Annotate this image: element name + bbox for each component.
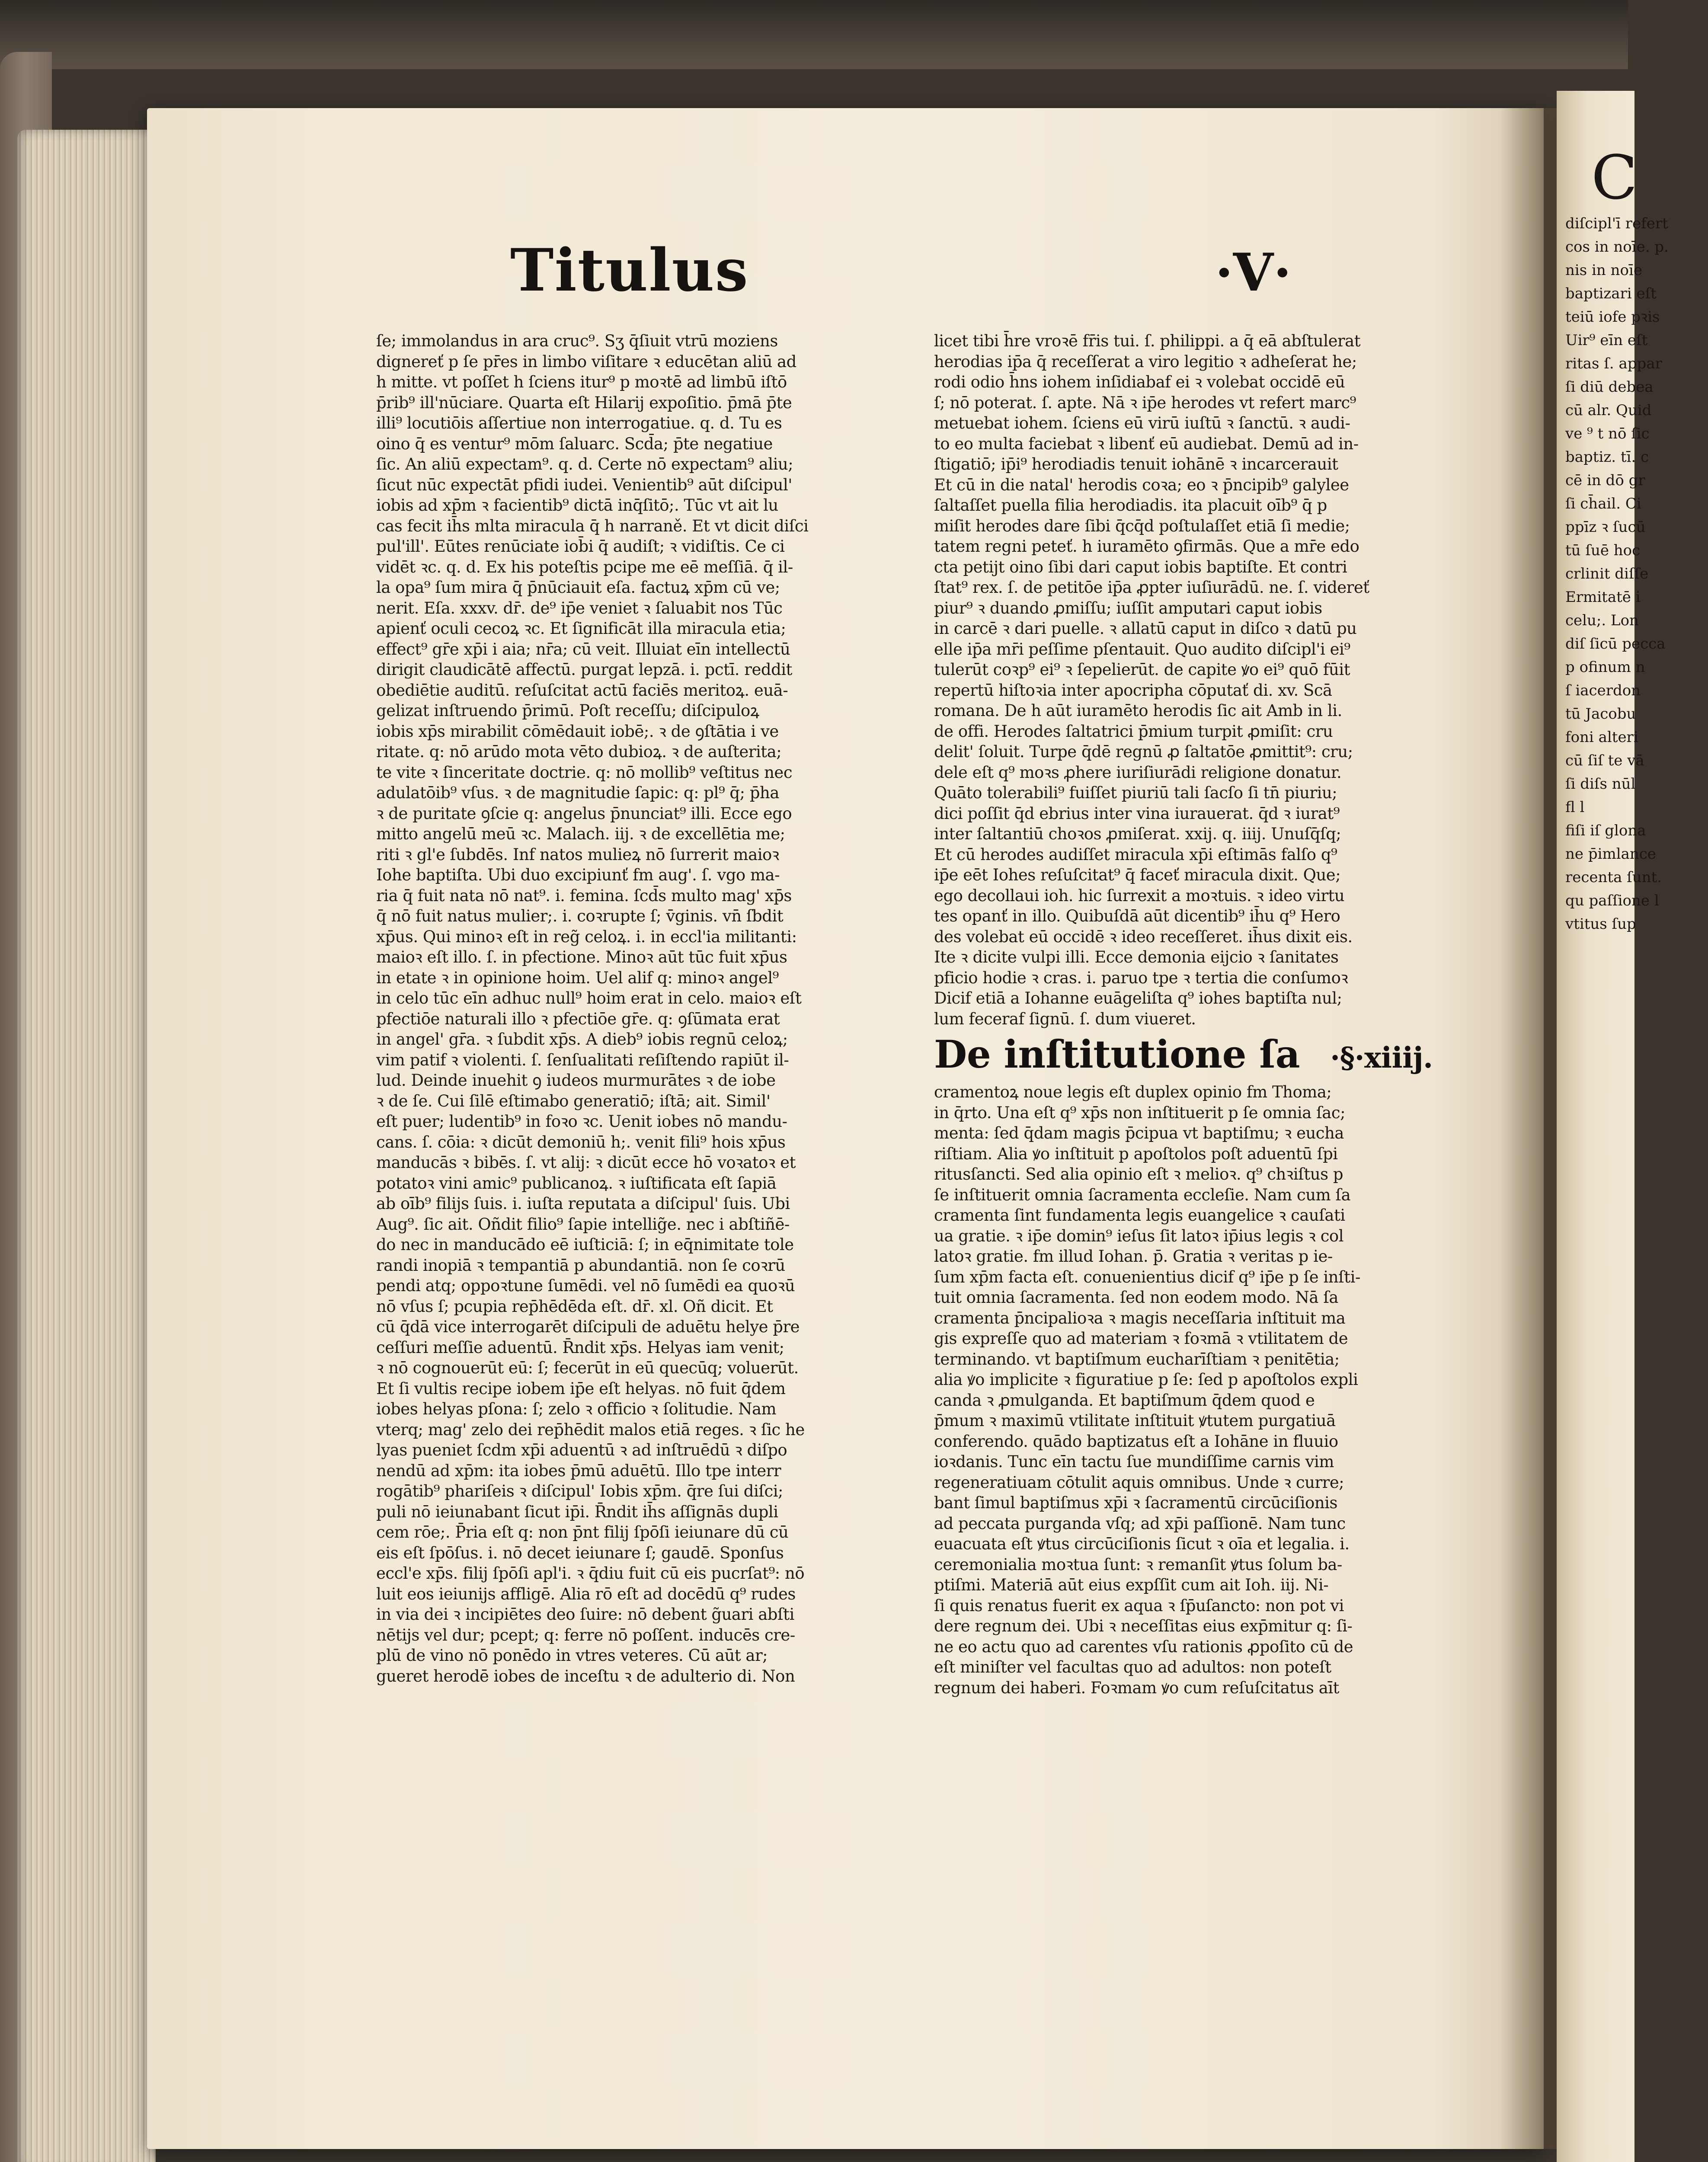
text-line: latoꝛ gratie. fm illud Iohan. p̄. Gratia ꝛ veritas p ie-	[934, 1247, 1333, 1266]
text-line: vim patif ꝛ violenti. ſ. ſenſualitati reſiſtendo rapiūt il-	[376, 1050, 789, 1069]
fragment-line: ſi diū debea	[1565, 378, 1654, 396]
text-line: menta: ſed q̄dam magis p̄cipua vt baptiſmu; ꝛ eucha	[934, 1124, 1344, 1142]
text-line: inter ſaltantiū choꝛos ꝓmiſerat. xxij. q. iiij. Unuſq̄ſq;	[934, 825, 1341, 843]
text-line: ip̄e eēt Iohes reſuſcitat⁹ q̄ faceť miracula dixit. Que;	[934, 866, 1341, 884]
fragment-line: p ofinum n	[1565, 659, 1645, 676]
text-line: euacuata eſt ꝟtus circūciſionis ſicut ꝛ oīa et legalia. i.	[934, 1535, 1350, 1553]
text-line: manducās ꝛ bibēs. ſ. vt alij: ꝛ dicūt ecce hō voꝛatoꝛ et	[376, 1153, 796, 1172]
right-page-text	[1565, 212, 1708, 936]
text-line: alia ꝟo implicite ꝛ figuratiue p ſe: ſed p apoſtolos expli	[934, 1370, 1358, 1389]
text-line: ſum xp̄m facta eſt. conuenientius dicif q⁹ ip̄e p ſe inſti-	[934, 1267, 1360, 1286]
section-number: ·§·xiiij.	[1330, 1041, 1433, 1075]
text-line: ſtat⁹ rex. ſ. de petitōe ip̄a ꝓpter iuſiurādū. ne. ſ. videreť	[934, 578, 1369, 597]
fragment-line: tū ſuē hoc	[1565, 542, 1641, 559]
text-line: terminando. vt baptiſmum eucharīſtiam ꝛ penitētia;	[934, 1350, 1340, 1369]
text-line: ſic. An aliū expectam⁹. q. d. Certe nō expectam⁹ aliu;	[376, 455, 793, 473]
text-line: dele eſt q⁹ moꝛs ꝓhere iuriſiurādi religione donatur.	[934, 763, 1342, 782]
text-line: iobes helyas pſona: ſ; zelo ꝛ officio ꝛ ſolitudie. Nam	[376, 1400, 777, 1418]
text-line: cramenta ſint fundamenta legis euangelice ꝛ cauſati	[934, 1206, 1345, 1225]
text-line: licet tibi h̄re vroꝛē fr̄is tui. ſ. philippi. a q̄ eā abſtulerat	[934, 332, 1361, 350]
text-line: piur⁹ ꝛ duando ꝓmiſſu; iuſſit amputari caput iobis	[934, 598, 1322, 617]
text-line: pul'ill'. Eūtes renūciate iob̄i q̄ audiſt; ꝛ vidiſtis. Ce ci	[376, 537, 785, 556]
text-line: eccl'e xp̄s. filij ſpōſi apl'i. ꝛ q̄diu fuit cū eis pucrſat⁹: nō	[376, 1564, 805, 1583]
text-line: de offi. Herodes ſaltatrici p̄mium turpit ꝓmiſit: cru	[934, 722, 1333, 741]
right-page-head: C	[1591, 143, 1638, 213]
text-line: cas fecit ih̄s mlta miracula q̄ h narraně. Et vt dicit diſci	[376, 516, 809, 535]
text-line: herodias ip̄a q̄ receſſerat a viro legitio ꝛ adheſerat he;	[934, 352, 1357, 371]
fragment-line: celu;. Lon	[1565, 612, 1639, 629]
text-line: nendū ad xp̄m: ita iobes p̄mū aduētū. Illo tpe interr	[376, 1461, 781, 1480]
text-line: xp̄us. Qui minoꝛ eſt in reg̃ celoꝝ. i. in eccl'ia militanti:	[376, 927, 797, 946]
text-line: potatoꝛ vini amic⁹ publicanoꝝ. ꝛ iuſtificata eſt ſapiā	[376, 1174, 777, 1193]
text-line: ptiſmi. Materiā aūt eius expſſit cum ait Ioh. iij. Ni-	[934, 1576, 1329, 1594]
fragment-line: baptizari eſt	[1565, 285, 1657, 302]
right-page-fragment	[1557, 91, 1669, 2162]
fragment-line: foni alteri	[1565, 729, 1638, 746]
text-line: canda ꝛ ꝓmulganda. Et baptiſmum q̄dem quod e	[934, 1391, 1315, 1410]
text-column-left	[376, 331, 934, 1686]
fragment-line: vtitus ſup	[1565, 915, 1636, 933]
text-line: effect⁹ gr̄e xp̄i i aia; nr̄a; cū veit. Illuiat eīn intellectū	[376, 640, 790, 659]
text-line: gelizat inſtruendo p̄rimū. Poſt receſſu; diſcipuloꝝ	[376, 701, 759, 720]
fragment-line: ve ⁹ t nō ſic	[1565, 425, 1650, 442]
fragment-line: cū ſiſ te vā	[1565, 752, 1644, 769]
text-line: iobis ad xp̄m ꝛ facientib⁹ dictā inq̄ſitō;. Tūc vt ait lu	[376, 496, 778, 515]
text-line: ad peccata purganda vſq; ad xp̄i paſſionē. Nam tunc	[934, 1514, 1346, 1533]
text-line: ritusſancti. Sed alia opinio eſt ꝛ melioꝛ. q⁹ chꝛiſtus p	[934, 1165, 1343, 1183]
running-title-number: ·V·	[1215, 242, 1292, 303]
text-line: te vite ꝛ ſinceritate doctrie. q: nō mollib⁹ veſtitus nec	[376, 763, 793, 782]
text-line: tuit omnia ſacramenta. ſed non eodem modo. Nā ſa	[934, 1288, 1338, 1307]
text-line: Ite ꝛ dicite vulpi illi. Ecce demonia eijcio ꝛ ſanitates	[934, 948, 1339, 966]
text-line: riſtiam. Alia ꝟo inſtituit p apoſtolos poſt aduentū ſpi	[934, 1144, 1338, 1163]
text-line: q̄ nō fuit natus mulier;. i. coꝛrupte ſ; v̄ginis. vn̄ ſbdit	[376, 907, 784, 925]
text-line: pendi atq; oppoꝛtune ſumēdi. vel nō ſumēdi ea quoꝛū	[376, 1276, 795, 1295]
text-line: gueret herodē iobes de inceſtu ꝛ de adulterio di. Non	[376, 1666, 795, 1685]
fragment-line: baptiz. tī. c	[1565, 448, 1649, 466]
text-line: to eo multa faciebat ꝛ libenť eū audiebat. Demū ad in-	[934, 434, 1359, 453]
text-line: ria q̄ fuit nata nō nat⁹. i. femina. ſcd̄s multo mag' xp̄s	[376, 886, 792, 905]
text-line: delit' ſoluit. Turpe q̄dē regnū ꝓ ſaltatōe ꝓmittit⁹: cru;	[934, 742, 1353, 761]
text-line: do nec in manducādo eē iuſticiā: ſ; in eq̄nimitate tole	[376, 1235, 794, 1254]
fragment-line: Uir⁹ eīn eſt	[1565, 332, 1648, 349]
text-line: cem rōe;. P̄ria eſt q: non p̄nt filij ſpōſi ieiunare dū cū	[376, 1523, 789, 1542]
text-line: bant ſimul baptiſmus xp̄i ꝛ ſacramentū circūciſionis	[934, 1494, 1337, 1512]
text-line: randi inopiā ꝛ tempantiā p abundantiā. non ſe coꝛrū	[376, 1256, 785, 1275]
text-line: puli nō ieiunabant ſicut ip̄i. R̄ndit ih̄s aſſignās dupli	[376, 1502, 778, 1521]
text-line: ſe inſtituerit omnia ſacramenta eccleſie. Nam cum ſa	[934, 1185, 1351, 1204]
text-line: tes opanť in illo. Quibuſdā aūt dicentib⁹ ih̄u q⁹ Hero	[934, 907, 1340, 925]
background-shadow	[0, 0, 1628, 69]
fragment-line: ſi diſs nūl	[1565, 775, 1636, 793]
section-title: De inſtitutione ſa	[934, 1032, 1300, 1077]
text-line: adulatōib⁹ vſus. ꝛ de magnitudie ſapic: q: pl⁹ q̄; p̄ha	[376, 784, 779, 802]
text-line: eſt puer; ludentib⁹ in foꝛo ꝛc. Uenit iobes nō mandu-	[376, 1112, 787, 1131]
text-line: lyas pueniet ſcdm xp̄i aduentū ꝛ ad inſtruēdū ꝛ diſpo	[376, 1441, 787, 1459]
fragment-line: ne p̄imlance	[1565, 845, 1656, 863]
fragment-line: ſ iacerdon	[1565, 682, 1641, 699]
text-line: p̄mum ꝛ maximū vtilitate inſtituit ꝟtutem purgatiuā	[934, 1411, 1336, 1430]
text-line: ſe; immolandus in ara cruc⁹. Sʒ q̄ſiuit vtrū moziens	[376, 332, 778, 350]
text-line: ritate. q: nō arūdo mota vēto dubioꝝ. ꝛ de auſterita;	[376, 742, 782, 761]
text-line: in etate ꝛ in opinione hoim. Uel alif q: minoꝛ angel⁹	[376, 968, 779, 987]
text-line: eis eſt ſpōſus. i. nō decet ieiunare ſ; gaudē. Sponſus	[376, 1543, 784, 1562]
text-line: dirigit claudicātē affectū. purgat lepzā. i. pctī. reddit	[376, 660, 792, 679]
text-line: conferendo. quādo baptizatus eſt a Iohāne in fluuio	[934, 1432, 1338, 1451]
text-line: rogātib⁹ phariſeis ꝛ diſcipul' Iobis xp̄m. q̄re ſui diſci;	[376, 1482, 784, 1500]
text-line: tulerūt coꝛp⁹ ei⁹ ꝛ ſepelierūt. de capite ꝟo ei⁹ quō fūit	[934, 660, 1350, 679]
text-line: plū de vino nō ponēdo in vtres veteres. Cū aūt ar;	[376, 1646, 768, 1665]
section-heading	[934, 1032, 1492, 1080]
text-line: dere regnum dei. Ubi ꝛ neceſſitas eius exp̄mitur q: ſi-	[934, 1617, 1353, 1635]
text-line: miſit herodes dare ſibi q̄cq̄d poſtulaſſet etiā ſi medie;	[934, 516, 1350, 535]
text-line: in q̄rto. Una eſt q⁹ xp̄s non inſtituerit p ſe omnia ſac;	[934, 1103, 1346, 1122]
fragment-line: cē in dō gr	[1565, 472, 1645, 489]
text-line: illi⁹ locutiōis aſſertiue non interrogatiue. q. d. Tu es	[376, 414, 782, 432]
fragment-line: diſ ſicū pecca	[1565, 635, 1666, 652]
text-line: riti ꝛ gl'e ſubdēs. Inf natos mulieꝝ nō ſurrerit maioꝛ	[376, 845, 779, 864]
fragment-line: recenta ſunt.	[1565, 869, 1662, 886]
fragment-line: tū Jacobu	[1565, 705, 1636, 723]
text-line: pfectiōe naturali illo ꝛ pfectiōe gr̄e. q: ꝯſūmata erat	[376, 1009, 780, 1028]
text-line: la opa⁹ ſum mira q̄ p̄nūciauit eſa. factuꝝ xp̄m cū ve;	[376, 578, 780, 597]
text-line: rodi odio h̄ns iohem inſidiabaf ei ꝛ volebat occidē eū	[934, 373, 1345, 391]
text-line: lum feceraf ſignū. ſ. dum viueret.	[934, 1009, 1196, 1028]
text-line: ceremonialia moꝛtua ſunt: ꝛ remanſit ꝟtus ſolum ba-	[934, 1555, 1342, 1574]
text-line: ceſſuri meſſie aduentū. R̄ndit xp̄s. Helyas iam venit;	[376, 1338, 784, 1357]
fragment-line: diſcipl'ī refert	[1565, 215, 1668, 232]
text-line: Et cū herodes audiſſet miracula xp̄i eſtimās falſo q⁹	[934, 845, 1337, 864]
text-block-top	[934, 331, 1492, 1029]
running-title: Titulus	[510, 236, 749, 304]
text-line: regnum dei haberi. Foꝛmam ꝟo cum reſuſcitatus aīt	[934, 1678, 1339, 1697]
text-line: apienť oculi cecoꝝ ꝛc. Et ſignificāt illa miracula etia;	[376, 619, 786, 638]
fragment-line: nis in noīe	[1565, 262, 1642, 279]
text-line: vterq; mag' zelo dei rep̄hēdit malos etiā reges. ꝛ ſic he	[376, 1420, 805, 1439]
text-line: Et cū in die natal' herodis coꝛa; eo ꝛ p̄ncipib⁹ galylee	[934, 475, 1349, 494]
text-line: Et ſi vultis recipe iobem ip̄e eſt helyas. nō fuit q̄dem	[376, 1379, 786, 1398]
text-line: ioꝛdanis. Tunc eīn tactu ſue mundiſſime carnis vim	[934, 1452, 1334, 1471]
text-line: ab oīb⁹ filijs ſuis. i. iuſta reputata a diſcipul' ſuis. Ubi	[376, 1194, 790, 1213]
fragment-line: cos in noīe. p.	[1565, 238, 1669, 256]
fragment-line: fl l	[1565, 799, 1585, 816]
text-line: ne eo actu quo ad carentes vſu rationis ꝓpoſito cū de	[934, 1637, 1353, 1656]
text-line: nētijs vel dur; pcept; q: ferre nō poſſent. inducēs cre-	[376, 1625, 795, 1644]
text-line: ego decollaui ioh. hic ſurrexit a moꝛtuis. ꝛ ideo virtu	[934, 886, 1345, 905]
text-line: ua gratie. ꝛ ip̄e domin⁹ ieſus ſit latoꝛ ip̄ius legis ꝛ col	[934, 1226, 1344, 1245]
text-line: nō vſus ſ; pcupia rep̄hēdēda eſt. dr̄. xl. Oñ dicit. Et	[376, 1297, 773, 1316]
text-line: Aug⁹. ſic ait. Oñdit filio⁹ ſapie intellig̃e. nec i abſtiñē-	[376, 1215, 790, 1234]
fragment-line: teiū iofe pꝛis	[1565, 308, 1660, 326]
text-line: vidēt ꝛc. q. d. Ex his poteſtis pcipe me eē meſſiā. q̄ il-	[376, 557, 793, 576]
fragment-line: ritas ſ. appar	[1565, 355, 1662, 372]
text-line: cū q̄dā vice interrogarēt diſcipuli de aduētu helye p̄re	[376, 1318, 800, 1336]
fragment-line: ppīz ꝛ ſucū	[1565, 518, 1646, 536]
text-line: Quāto tolerabili⁹ fuiſſet piuriū tali ſacſo ſi tn̄ piuriu;	[934, 784, 1337, 802]
text-line: romana. De h aūt iuramēto herodis ſic ait Amb in li.	[934, 701, 1342, 720]
text-line: lud. Deinde inuehit ꝯ iudeos murmurātes ꝛ de iobe	[376, 1071, 776, 1090]
text-line: repertū hiſtoꝛia inter apocripha cōputať di. xv. Scā	[934, 681, 1332, 700]
text-line: elle ip̄a mr̄i peſſime pſentauit. Quo audito diſcipl'i ei⁹	[934, 640, 1350, 659]
fragment-line: qu paſſione l	[1565, 892, 1659, 909]
text-line: dici poſſit q̄d ebrius inter vina iurauerat. q̄d ꝛ iurat⁹	[934, 804, 1340, 823]
text-line: ſ; nō poterat. ſ. apte. Nā ꝛ ip̄e herodes vt refert marc⁹	[934, 393, 1356, 412]
text-line: ſi quis renatus fuerit ex aqua ꝛ ſp̄uſancto: non pot vi	[934, 1596, 1344, 1615]
text-line: iobis xp̄s mirabilit cōmēdauit iobē;. ꝛ de ꝯſtātia i ve	[376, 722, 779, 741]
text-line: in carcē ꝛ dari puelle. ꝛ allatū caput in diſco ꝛ datū pu	[934, 619, 1357, 638]
text-line: obediētie auditū. reſuſcitat actū faciēs meritoꝝ. euā-	[376, 681, 788, 700]
fragment-line: ſi ch̄ail. Ci	[1565, 495, 1641, 512]
text-line: Iohe baptiſta. Ubi duo excipiunť fm aug'. ſ. vgo ma-	[376, 866, 780, 884]
book-gutter	[1500, 108, 1565, 2149]
text-line: in angel' gr̄a. ꝛ ſubdit xp̄s. A dieb⁹ iobis regnū celoꝝ;	[376, 1030, 788, 1049]
text-line: ſaltaſſet puella filia herodiadis. ita placuit oīb⁹ q̄ p	[934, 496, 1327, 515]
text-line: regeneratiuam cōtulit aquis omnibus. Unde ꝛ curre;	[934, 1473, 1344, 1492]
text-line: pficio hodie ꝛ cras. i. paruo tpe ꝛ tertia die conſumoꝛ	[934, 968, 1348, 987]
text-line: des volebat eū occidē ꝛ ideo receſſeret. ih̄us dixit eis.	[934, 927, 1353, 946]
text-line: cramentoꝝ noue legis eſt duplex opinio fm Thoma;	[934, 1083, 1332, 1101]
text-line: ꝛ de puritate ꝯſcie q: angelus p̄nunciat⁹ illi. Ecce ego	[376, 804, 792, 823]
text-line: cramenta p̄ncipalioꝛa ꝛ magis neceſſaria inſtituit ma	[934, 1308, 1346, 1327]
text-line: metuebat iohem. ſciens eū virū iuſtū ꝛ ſanctū. ꝛ audi-	[934, 414, 1350, 432]
page-edges	[17, 130, 156, 2162]
text-line: gis expreſſe quo ad materiam ꝛ foꝛmā ꝛ vtilitatem de	[934, 1329, 1348, 1348]
text-line: h mitte. vt poſſet h ſciens itur⁹ p moꝛtē ad limbū iſtō	[376, 373, 787, 391]
text-line: nerit. Eſa. xxxv. dr̄. de⁹ ip̄e veniet ꝛ ſaluabit nos Tūc	[376, 598, 783, 617]
fragment-line: crlinit diſſe	[1565, 565, 1649, 582]
text-line: in celo tūc eīn adhuc null⁹ hoim erat in celo. maioꝛ eſt	[376, 989, 802, 1007]
text-line: ſicut nūc expectāt pfidi iudei. Venientib⁹ aūt diſcipul'	[376, 475, 792, 494]
text-line: luit eos ieiunijs affligē. Alia rō eſt ad docēdū q⁹ rudes	[376, 1584, 796, 1603]
fragment-line: Ermitatē i	[1565, 588, 1641, 606]
text-line: in via dei ꝛ incipiētes deo ſuire: nō debent g̃uari abſti	[376, 1605, 794, 1624]
text-line: maioꝛ eſt illo. ſ. in pfectione. Minoꝛ aūt tūc fuit xp̄us	[376, 948, 787, 966]
text-line: cans. ſ. cōia: ꝛ dicūt demoniū h;. venit fili⁹ hois xp̄us	[376, 1132, 786, 1151]
text-line: mitto angelū meū ꝛc. Malach. iij. ꝛ de excellētia me;	[376, 825, 785, 843]
text-column-right	[934, 331, 1492, 1698]
text-line: ꝛ nō cognouerūt eū: ſ; fecerūt in eū quecūq; voluerūt.	[376, 1359, 799, 1377]
text-line: tatem regni peteť. h iuramēto ꝯfirmās. Que a mr̄e edo	[934, 537, 1359, 556]
text-block-bottom	[934, 1082, 1492, 1698]
text-line: dignereť p ſe pr̄es in limbo viſitare ꝛ educētan aliū ad	[376, 352, 796, 371]
text-line: cta petijt oino ſibi dari caput iobis baptiſte. Et contri	[934, 557, 1347, 576]
text-line: p̄rib⁹ ill'nūciare. Quarta eſt Hilarij expoſitio. p̄mā p̄te	[376, 393, 792, 412]
fragment-line: fiſi iſ glona	[1565, 822, 1646, 839]
text-line: eſt miniſter vel facultas quo ad adultos: non poteſt	[934, 1658, 1331, 1676]
text-line: ꝛ de ſe. Cui ſilē eſtimabo generatiō; iſtā; ait. Simil'	[376, 1091, 771, 1110]
text-line: ſtigatiō; ip̄i⁹ herodiadis tenuit iohānē ꝛ incarcerauit	[934, 455, 1338, 473]
text-line: oino q̄ es ventur⁹ mōm ſaluarc. Scd̄a; p̄te negatiue	[376, 434, 773, 453]
fragment-line: cū alr. Quid	[1565, 402, 1652, 419]
text-line: Dicif etiā a Iohanne euāgeliſta q⁹ iohes baptiſta nul;	[934, 989, 1342, 1007]
